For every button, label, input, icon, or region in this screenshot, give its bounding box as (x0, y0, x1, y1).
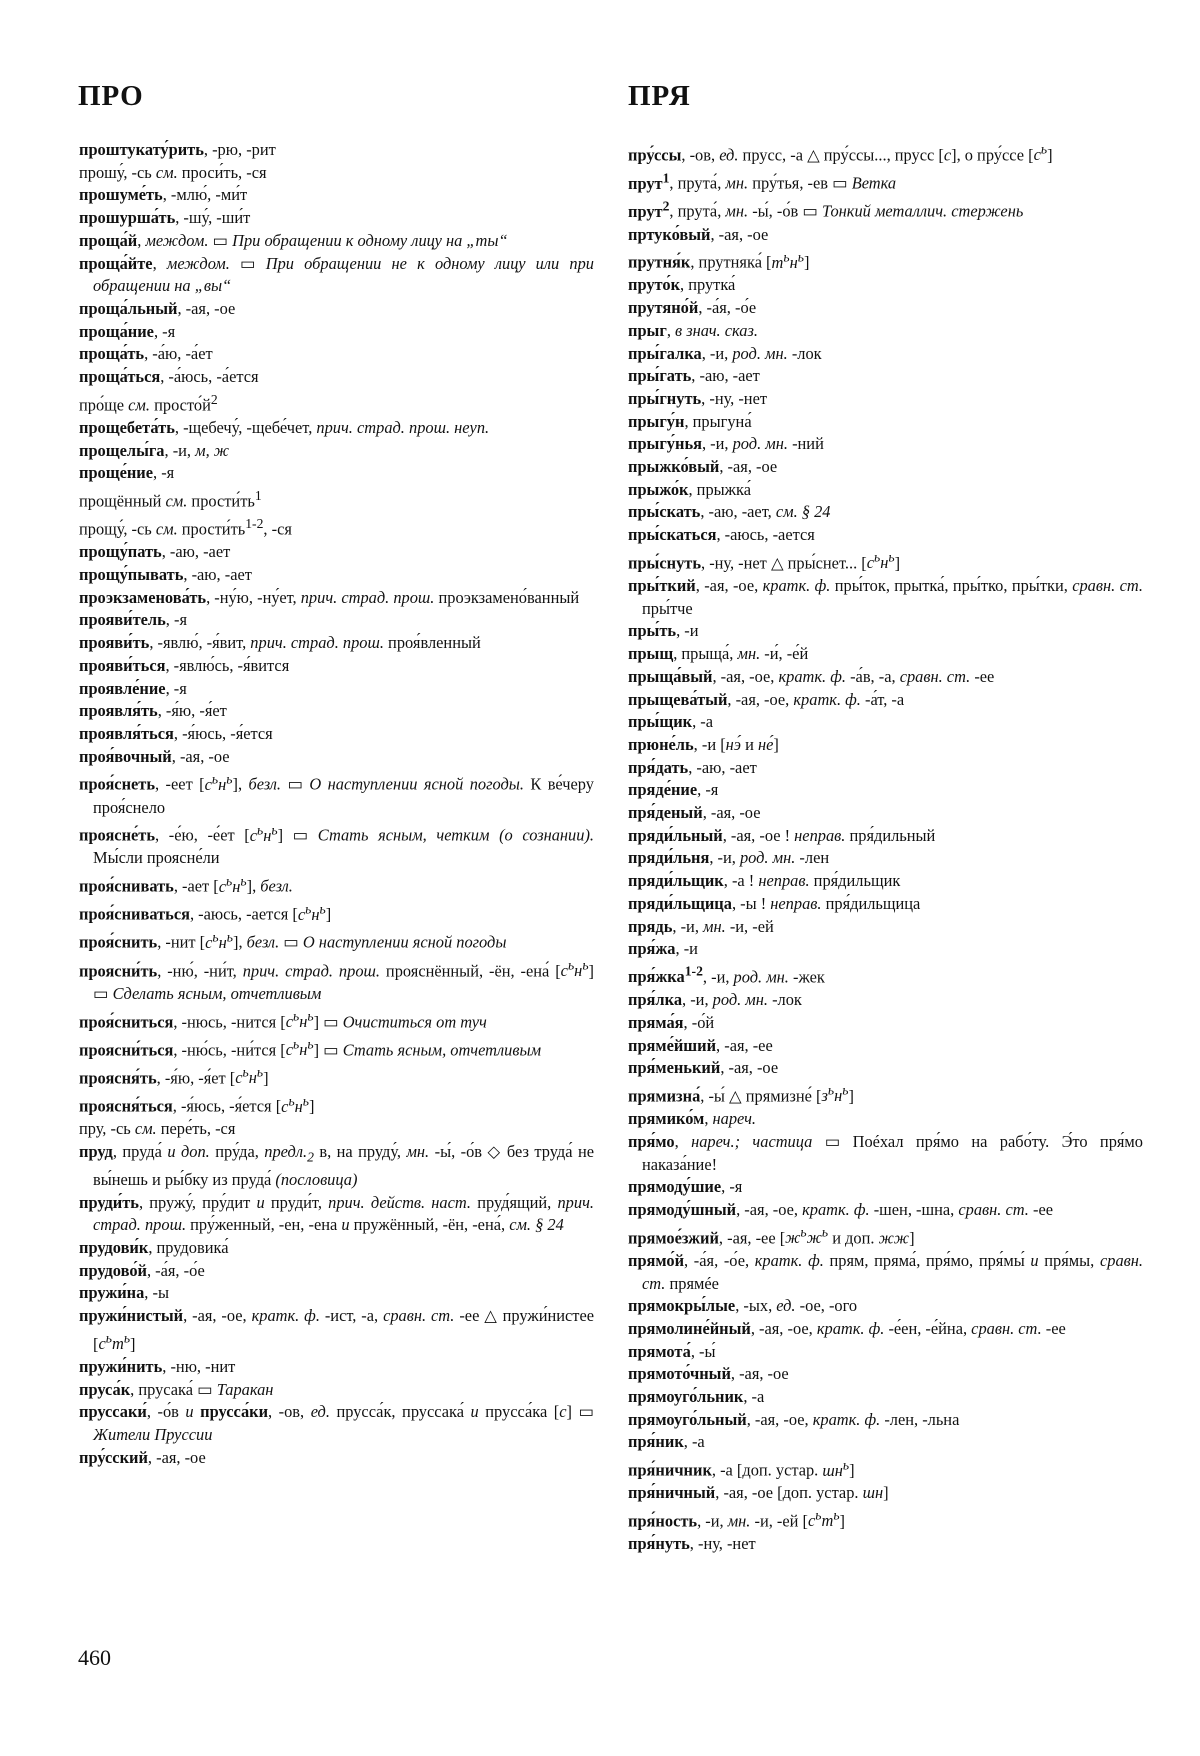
dictionary-entry: прояви́тель, -я (79, 610, 187, 630)
dictionary-entry: проща́й, междом. ▭ При обращении к одному лицу на „ты“ (79, 230, 508, 250)
dictionary-entry: проща́йте, междом. ▭ При обращении не к одному лицу или при обращении на „вы“ (79, 253, 594, 296)
dictionary-entry: проясне́ть, -е́ю, -е́ет $[с^ьн^ь]$ ▭ Стать ясным, четким (о сознании). Мы́сли проясне́ли (79, 822, 594, 868)
dictionary-entry: пря́ничный, -ая, -ое [доп. устар. шн] (628, 1483, 889, 1503)
dictionary-entry: прут$^2$, прута́, мн. -ы́, -о́в ▭ Тонкий металлич. стержень (628, 198, 1024, 221)
dictionary-entry: прутня́к, прутняка́ $[т^ьн^ь]$ (628, 249, 810, 272)
dictionary-entry: прошурша́ть, -шу́, -ши́т (79, 208, 251, 228)
dictionary-entry: прямое́зжий, -ая, -ее [$ж^ьж^ь$ и доп. жж] (628, 1224, 915, 1248)
dictionary-entry: проща́ть, -а́ю, -а́ет (79, 344, 213, 364)
dictionary-entry: проясня́ться, -я́юсь, -я́ется $[с^ьн^ь]$ (79, 1093, 315, 1116)
dictionary-entry: пря́дать, -аю, -ает (628, 757, 757, 777)
dictionary-entry: пря́менький, -ая, -ое (628, 1058, 779, 1078)
dictionary-entry: прямото́чный, -ая, -ое (628, 1364, 789, 1384)
dictionary-entry: проявле́ние, -я (79, 678, 187, 698)
dictionary-entry: пря́ничник, -а [доп. устар. $шн^ь$] (628, 1457, 855, 1480)
dictionary-entry: пры́щик, -а (628, 712, 714, 732)
dictionary-entry: проэкзаменова́ть, -ну́ю, -ну́ет, прич. страд. прош. проэкзамено́ванный (79, 587, 580, 607)
dictionary-entry: прояви́ться, -явлю́сь, -я́вится (79, 655, 290, 675)
dictionary-entry: прямоду́шие, -я (628, 1177, 743, 1197)
dictionary-entry: пры́скать, -аю, -ает, см. § 24 (628, 502, 831, 522)
dictionary-entry: пряме́йший, -ая, -ее (628, 1035, 773, 1055)
dictionary-entry: прыща́вый, -ая, -ое, кратк. ф. -а́в, -а, сравн. ст. -ее (628, 666, 995, 686)
right-column (628, 139, 1143, 1556)
dictionary-entry: проща́ться, -а́юсь, -а́ется (79, 367, 259, 387)
dictionary-entry: прояви́ть, -явлю́, -я́вит, прич. страд. прош. проя́вленный (79, 633, 481, 653)
dictionary-entry: пры́скаться, -аюсь, -ается (628, 525, 815, 545)
dictionary-entry: прошу́, -сь см. проси́ть, -ся (79, 162, 267, 182)
dictionary-entry: пру́ссы, -ов, ед. прусс, -а △ пру́ссы..., прусс [с], о пру́ссе $[с^ь]$ (628, 142, 1053, 165)
dictionary-entry: прыжо́к, прыжка́ (628, 479, 751, 499)
dictionary-entry: прямоуго́льник, -а (628, 1387, 765, 1407)
dictionary-entry: пря́ник, -а (628, 1432, 705, 1452)
dictionary-entry: пруссаки́, -о́в и прусса́ки, -ов, ед. прусса́к, пруссака́ и прусса́ка [с] ▭ Жители Пруссии (79, 1402, 594, 1445)
dictionary-entry: прямолине́йный, -ая, -ое, кратк. ф. -е́ен, -е́йна, сравн. ст. -ее (628, 1318, 1066, 1338)
dictionary-entry: пружи́на, -ы (79, 1283, 169, 1303)
dictionary-entry: пряди́льщица, -ы ! неправ. пря́дильщица (628, 893, 921, 913)
dictionary-entry: пря́лка, -и, род. мн. -лок (628, 990, 802, 1010)
dictionary-entry: прут$^1$, прута́, мн. пру́тья, -ев ▭ Ветка (628, 170, 897, 193)
dictionary-entry: проя́снеть, -еет $[с^ьн^ь]$, безл. ▭ О наступлении ясной погоды. К ве́черу проя́снело (79, 771, 594, 817)
dictionary-entry: пруса́к, прусака́ ▭ Таракан (79, 1379, 274, 1399)
dictionary-entry: прудово́й, -а́я, -о́е (79, 1260, 205, 1280)
dictionary-entry: пря́деный, -ая, -ое (628, 803, 761, 823)
dictionary-entry: прыжко́вый, -ая, -ое (628, 457, 778, 477)
dictionary-entry: пружи́нистый, -ая, -ое, кратк. ф. -ист, -а, сравн. ст. -ее △ пружи́нистее $[с^ьт^ь]$ (79, 1306, 594, 1354)
dictionary-entry: прямизна́, -ы́ △ прямизне́ $[з^ьн^ь]$ (628, 1082, 854, 1106)
dictionary-entry: проя́сниться, -нюсь, -нится $[с^ьн^ь]$ ▭ Очиститься от туч (79, 1008, 487, 1031)
dictionary-entry: пры́гать, -аю, -ает (628, 366, 760, 386)
dictionary-entry: прыгу́нья, -и, род. мн. -ний (628, 434, 824, 454)
dictionary-entry: прошуме́ть, -млю́, -ми́т (79, 185, 248, 205)
dictionary-entry: проясни́ться, -ню́сь, -ни́тся $[с^ьн^ь]$ ▭ Стать ясным, отчетливым (79, 1036, 542, 1060)
left-column (79, 139, 594, 1470)
running-head-right: ПРЯ (628, 80, 691, 112)
dictionary-entry: прямоуго́льный, -ая, -ое, кратк. ф. -лен, -льна (628, 1409, 960, 1429)
dictionary-entry: пры́ткий, -ая, -ое, кратк. ф. пры́ток, прытка́, пры́тко, пры́тки, сравн. ст. пры́тче (628, 576, 1143, 618)
dictionary-entry: пруд, пруда́ и доп. пру́да, $предл._2$ в, на пруду́, мн. -ы́, -о́в ◇ без труда́ не вы́нешь и ры́бку из пруда́ (пословица) (79, 1141, 594, 1189)
dictionary-entry: проще́ние, -я (79, 463, 175, 483)
dictionary-entry: прощу́, -сь см. $прости́ть^{1-2}$, -ся (79, 516, 292, 539)
dictionary-entry: прудови́к, прудовика́ (79, 1238, 229, 1258)
dictionary-entry: прюне́ль, -и [нэ́ и не́] (628, 734, 779, 754)
dictionary-entry: прощённый см. $прости́ть^1$ (79, 488, 262, 511)
dictionary-entry: прощелы́га, -и, м, ж (79, 440, 230, 460)
dictionary-entry: пряде́ние, -я (628, 780, 719, 800)
dictionary-entry: пря́мо, нареч.; частица ▭ Поéхал пря́мо на рабо́ту. Э́то пря́мо наказа́ние! (628, 1131, 1143, 1174)
dictionary-entry: прямота́, -ы́ (628, 1341, 716, 1361)
dictionary-entry: прутяно́й, -а́я, -о́е (628, 298, 757, 318)
dictionary-entry: пря́ность, -и, мн. -и, -ей $[с^ьт^ь]$ (628, 1508, 846, 1531)
dictionary-entry: пруди́ть, пружу́, пру́дит и пруди́т, прич. действ. наст. пруд́ящий, прич. страд. прош. пру́женный, -ен, -ена и пружённый, -ён, -ена́, см. § 24 (79, 1192, 594, 1235)
dictionary-entry: проща́ние, -я (79, 321, 176, 341)
page-number: 460 (78, 1645, 111, 1670)
dictionary-entry: пряди́льный, -ая, -ое ! неправ. пря́дильный (628, 825, 936, 845)
dictionary-entry: проявля́ть, -я́ю, -я́ет (79, 701, 227, 721)
dictionary-entry: проя́снить, -нит $[с^ьн^ь]$, безл. ▭ О наступлении ясной погоды (79, 929, 507, 952)
dictionary-entry: пру́сский, -ая, -ое (79, 1447, 206, 1467)
dictionary-entry: проя́снивать, -ает $[с^ьн^ь]$, безл. (79, 873, 293, 896)
dictionary-entry: прямокры́лые, -ых, ед. -ое, -ого (628, 1296, 858, 1316)
dictionary-entry: пряди́льщик, -а ! неправ. пря́дильщик (628, 871, 901, 891)
dictionary-entry: пры́ть, -и (628, 621, 699, 641)
dictionary-entry: проща́льный, -ая, -ое (79, 298, 236, 318)
running-head-left: ПРО (78, 80, 144, 112)
dictionary-entry: прядь, -и, мн. -и, -ей (628, 916, 774, 936)
dictionary-entry: прощу́пывать, -аю, -ает (79, 565, 252, 585)
dictionary-entry: пря́нуть, -ну, -нет (628, 1534, 756, 1554)
dictionary-entry: проштукату́рить, -рю, -рит (79, 140, 276, 159)
dictionary-entry: пры́галка, -и, род. мн. -лок (628, 343, 822, 363)
dictionary-entry: прощебета́ть, -щебечу́, -щебе́чет, прич. страд. прош. неуп. (79, 417, 490, 437)
dictionary-entry: пры́гнуть, -ну, -нет (628, 388, 768, 408)
dictionary-entry: пры́снуть, -ну, -нет △ пры́снет... $[с^ьн^ь]$ (628, 549, 901, 573)
dictionary-entry: проясня́ть, -я́ю, -я́ет $[с^ьн^ь]$ (79, 1064, 269, 1088)
dictionary-entry: прыгу́н, прыгуна́ (628, 411, 752, 431)
dictionary-entry: прямо́й, -а́я, -о́е, кратк. ф. прям, пряма́, пря́мо, пря́мы́ и пря́мы, сравн. ст. прямéе (628, 1250, 1143, 1293)
dictionary-entry: пря́жа, -и (628, 939, 698, 959)
dictionary-entry: проявля́ться, -я́юсь, -я́ется (79, 723, 273, 743)
dictionary-entry: пряди́льня, -и, род. мн. -лен (628, 848, 830, 868)
dictionary-entry: проя́сниваться, -аюсь, -ается $[с^ьн^ь]$ (79, 901, 332, 924)
dictionary-entry: прыщева́тый, -ая, -ое, кратк. ф. -а́т, -а (628, 689, 905, 709)
dictionary-entry: пру, -сь см. пере́ть, -ся (79, 1119, 236, 1139)
dictionary-entry: пряма́я, -о́й (628, 1012, 715, 1032)
dictionary-entry: проя́вочный, -ая, -ое (79, 746, 230, 766)
dictionary-entry: пртуко́вый, -ая, -ое (628, 224, 769, 244)
dictionary-entry: про́ще см. $просто́й^2$ (79, 391, 218, 415)
dictionary-entry: проясни́ть, -ню́, -ни́т, прич. страд. прош. прояснённый, -ён, -ена́ $[с^ьн^ь]$ ▭ Сделать ясным, отчетливым (79, 957, 594, 1003)
dictionary-entry: пружи́нить, -ню, -нит (79, 1357, 236, 1376)
dictionary-entry: прямико́м, нареч. (628, 1109, 757, 1129)
dictionary-entry: прямоду́шный, -ая, -ое, кратк. ф. -шен, -шна, сравн. ст. -ее (628, 1199, 1053, 1219)
dictionary-entry: пря́жка$^{1-2}$, -и, род. мн. -жек (628, 963, 825, 987)
dictionary-entry: прощу́пать, -аю, -ает (79, 542, 231, 562)
dictionary-entry: прыг, в знач. сказ. (628, 320, 758, 340)
dictionary-entry: прыщ, прыща́, мн. -и́, -е́й (628, 644, 809, 664)
dictionary-entry: пруто́к, прутка́ (628, 275, 736, 295)
